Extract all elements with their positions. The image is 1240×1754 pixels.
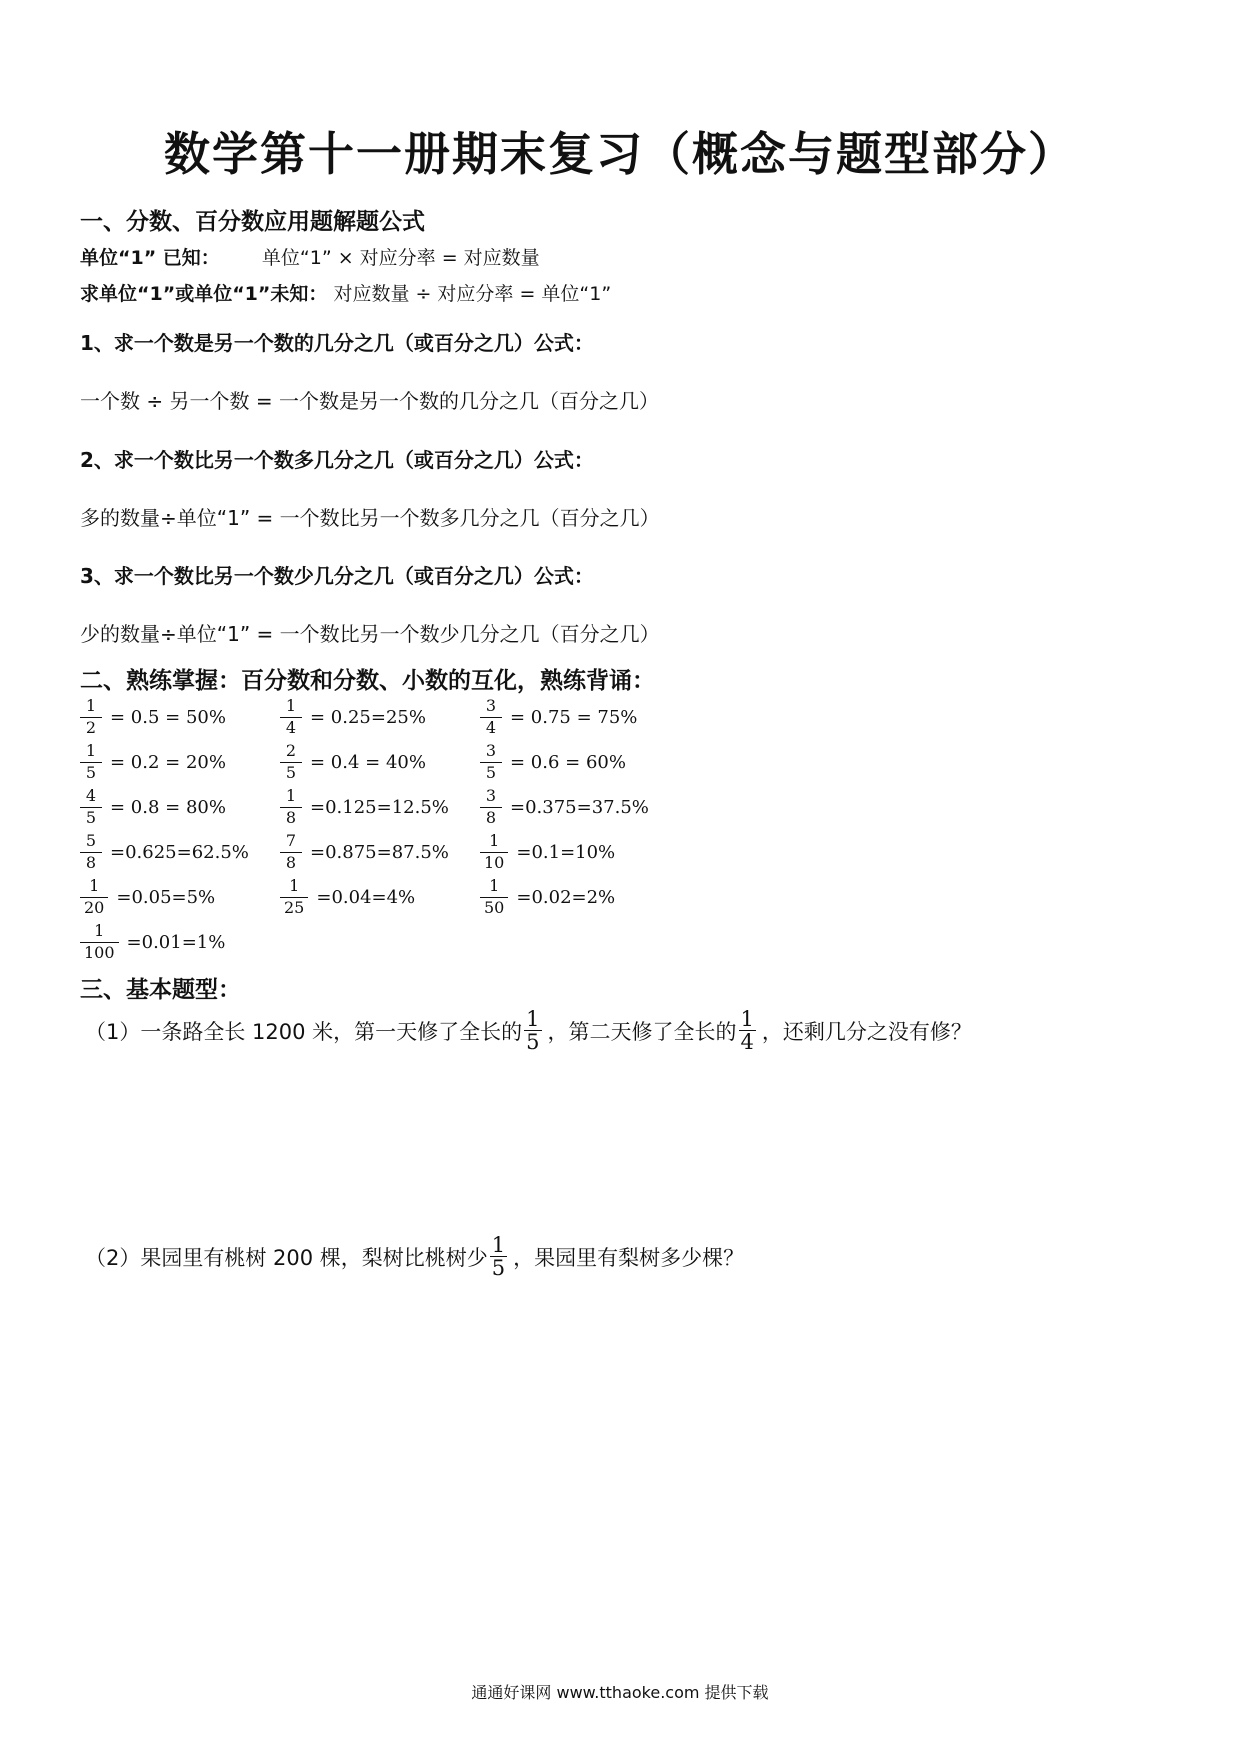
conversion-item — [80, 833, 249, 872]
fraction: $\frac{4}{5}$ — [80, 788, 102, 827]
problem-2-text-a: （2）果园里有桃树 200 棵，梨树比桃树少 — [85, 1245, 488, 1270]
item-2-heading: 2、求一个数比另一个数多几分之几（或百分之几）公式： — [80, 448, 594, 472]
problem-1 — [85, 1008, 972, 1053]
fraction: $\frac{1}{25}$ — [280, 878, 308, 917]
fraction: $\frac{1}{5}$ — [80, 743, 102, 782]
rule-1-label: 单位“1” 已知： — [80, 247, 220, 269]
footer-credit: 通通好课网 www.tthaoke.com 提供下载 — [471, 1683, 769, 1702]
fraction: $\frac{1}{5}$ — [491, 1233, 506, 1281]
item-1-heading: 1、求一个数是另一个数的几分之几（或百分之几）公式： — [80, 331, 594, 355]
rule-2 — [80, 279, 611, 306]
fraction: $\frac{1}{10}$ — [480, 833, 508, 872]
problem-2 — [85, 1234, 744, 1279]
fraction: $\frac{1}{4}$ — [280, 698, 302, 737]
conversion-item — [280, 698, 426, 737]
conversion-value: =0.04=4% — [316, 886, 416, 908]
conversion-item — [280, 743, 426, 782]
conversion-value: =0.125=12.5% — [310, 796, 449, 818]
item-3-heading: 3、求一个数比另一个数少几分之几（或百分之几）公式： — [80, 564, 594, 588]
fraction: $\frac{1}{4}$ — [740, 1007, 754, 1055]
fraction: $\frac{1}{5}$ — [526, 1007, 540, 1055]
rule-1 — [80, 243, 540, 270]
fraction: $\frac{1}{50}$ — [480, 878, 508, 917]
conversion-item — [80, 878, 215, 917]
conversion-value: = 0.6 = 60% — [510, 751, 626, 773]
conversion-value: = 0.5 = 50% — [110, 706, 226, 728]
conversion-value: = 0.4 = 40% — [310, 751, 426, 773]
rule-1-formula: 单位“1” × 对应分率 = 对应数量 — [261, 247, 540, 269]
conversion-value: =0.1=10% — [516, 841, 616, 863]
item-3-formula: 少的数量÷单位“1” = 一个数比另一个数少几分之几（百分之几） — [80, 622, 660, 646]
conversion-value: =0.875=87.5% — [310, 841, 449, 863]
conversion-value: =0.625=62.5% — [110, 841, 249, 863]
rule-2-label: 求单位“1”或单位“1”未知： — [80, 283, 328, 305]
fraction: $\frac{3}{4}$ — [480, 698, 502, 737]
fraction: $\frac{7}{8}$ — [280, 833, 302, 872]
fraction: $\frac{1}{100}$ — [80, 923, 119, 962]
problem-1-text-b: ，第二天修了全长的 — [547, 1019, 737, 1044]
rule-2-formula: 对应数量 ÷ 对应分率 = 单位“1” — [333, 283, 612, 305]
conversion-item — [80, 698, 226, 737]
item-1-formula: 一个数 ÷ 另一个数 = 一个数是另一个数的几分之几（百分之几） — [80, 389, 659, 413]
conversion-item — [480, 788, 649, 827]
conversion-item — [280, 788, 449, 827]
conversion-value: =0.01=1% — [126, 931, 226, 953]
section-1-heading: 一、分数、百分数应用题解题公式 — [80, 208, 425, 235]
problem-2-text-b: ，果园里有梨树多少棵？ — [513, 1245, 745, 1270]
conversion-item — [480, 698, 637, 737]
page-title: 数学第十一册期末复习（概念与题型部分） — [164, 127, 1076, 181]
fraction: $\frac{3}{5}$ — [480, 743, 502, 782]
fraction: $\frac{2}{5}$ — [280, 743, 302, 782]
fraction: $\frac{5}{8}$ — [80, 833, 102, 872]
section-2-heading: 二、熟练掌握：百分数和分数、小数的互化，熟练背诵： — [80, 667, 655, 694]
conversion-value: = 0.2 = 20% — [110, 751, 226, 773]
conversion-value: = 0.75 = 75% — [510, 706, 638, 728]
item-2-formula: 多的数量÷单位“1” = 一个数比另一个数多几分之几（百分之几） — [80, 506, 660, 530]
conversion-value: = 0.8 = 80% — [110, 796, 226, 818]
section-3-heading: 三、基本题型： — [80, 976, 241, 1003]
conversion-item — [480, 833, 615, 872]
problem-1-text-c: ，还剩几分之没有修？ — [761, 1019, 972, 1044]
conversion-value: =0.02=2% — [516, 886, 616, 908]
conversion-item — [480, 878, 615, 917]
conversion-item — [280, 833, 449, 872]
fraction: $\frac{1}{20}$ — [80, 878, 108, 917]
conversion-item — [80, 923, 225, 962]
conversion-value: =0.05=5% — [116, 886, 216, 908]
fraction: $\frac{1}{8}$ — [280, 788, 302, 827]
conversion-value: = 0.25=25% — [310, 706, 426, 728]
conversion-item — [280, 878, 415, 917]
conversion-value: =0.375=37.5% — [510, 796, 649, 818]
fraction: $\frac{3}{8}$ — [480, 788, 502, 827]
conversion-item — [80, 743, 226, 782]
fraction: $\frac{1}{2}$ — [80, 698, 102, 737]
conversion-item — [480, 743, 626, 782]
conversion-item — [80, 788, 226, 827]
problem-1-text-a: （1）一条路全长 1200 米，第一天修了全长的 — [85, 1019, 523, 1044]
